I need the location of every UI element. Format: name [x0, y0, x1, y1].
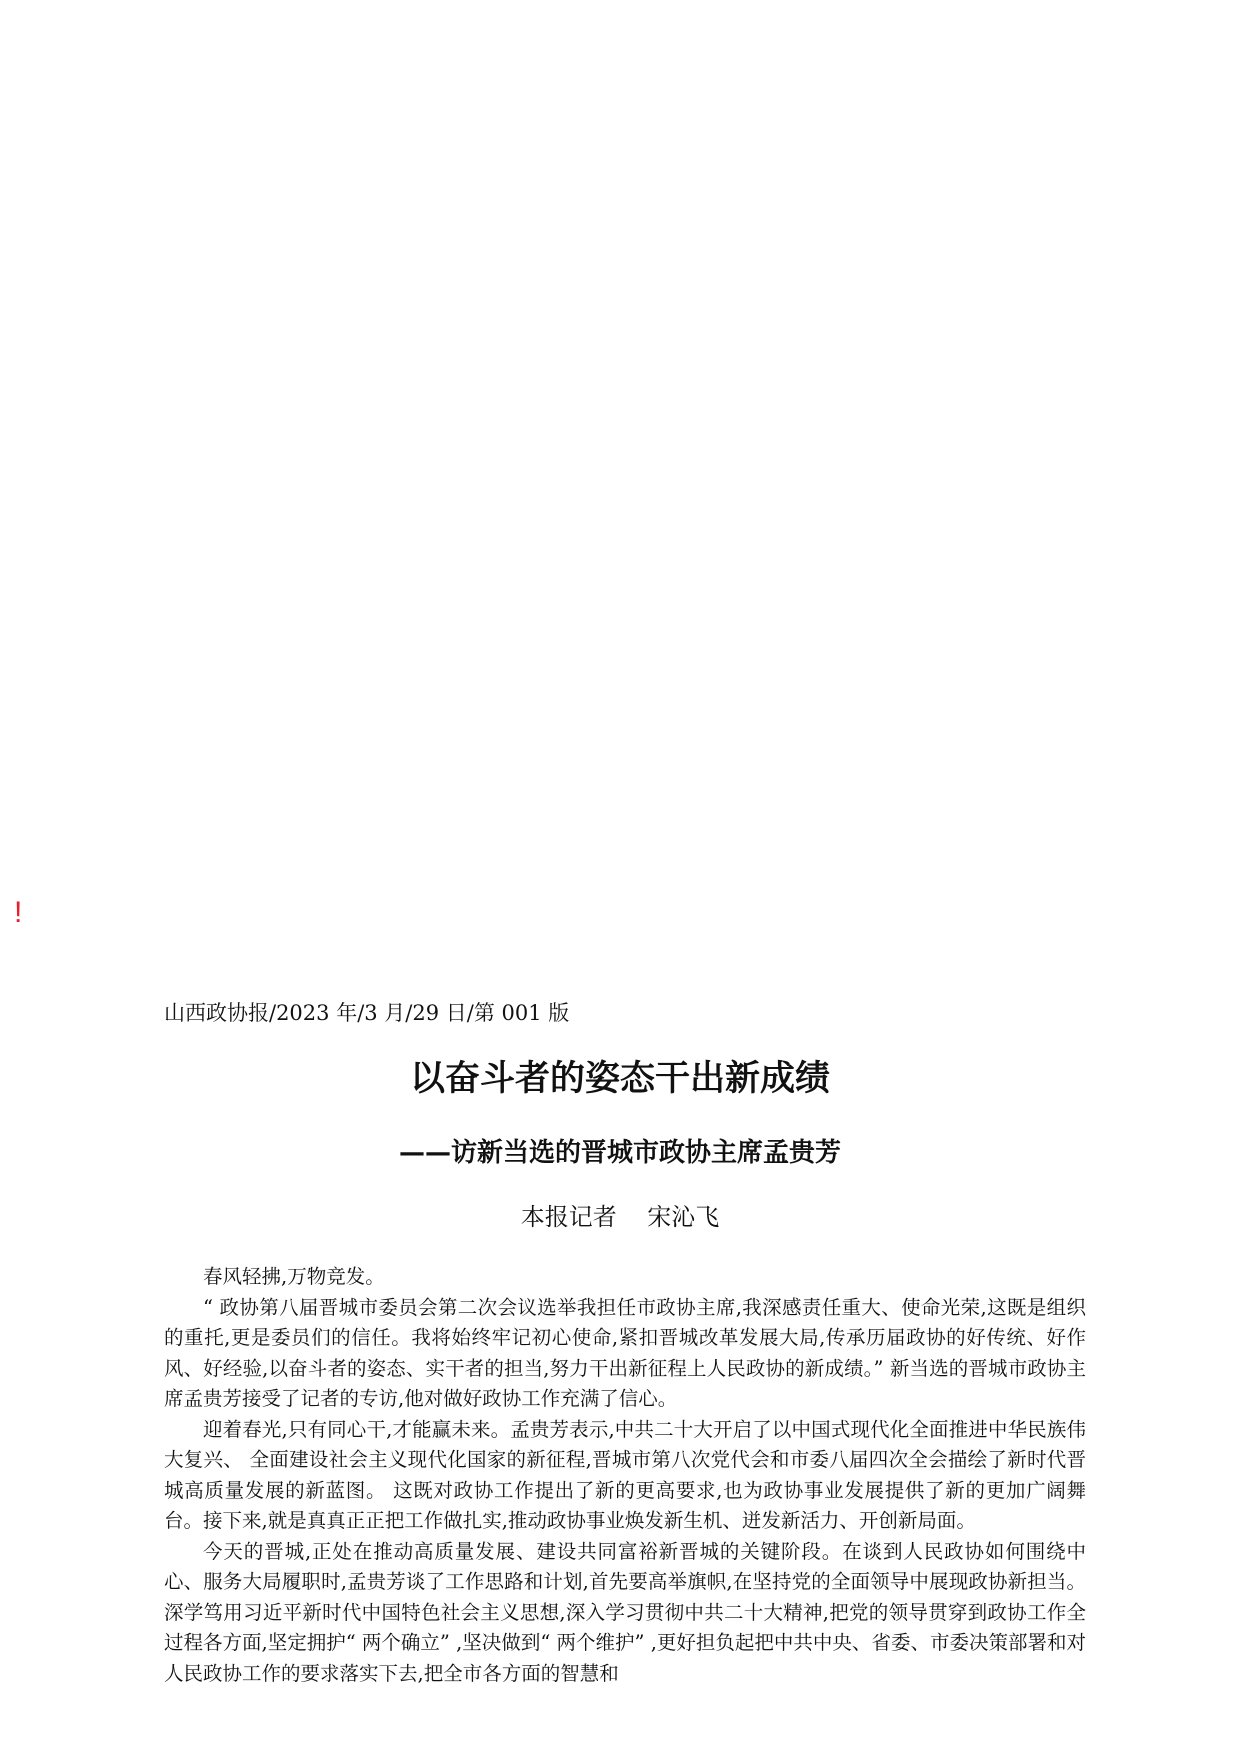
byline: 本报记者 宋沁飞 [520, 1203, 720, 1231]
paragraph: 今天的晋城,正处在推动高质量发展、建设共同富裕新晋城的关键阶段。在谈到人民政协如何围绕中心、服务大局履职时,孟贵芳谈了工作思路和计划,首先要高举旗帜,在坚持党的全面领导中展现政协新担当。深学笃用习近平新时代中国特色社会主义思想,深入学习贯彻中共二十大精神,把党的领导贯穿到政协工作全过程各方面,坚定拥护“ 两个确立” ,坚决做到“ 两个维护” ,更好担负起把中共中央、省委、市委决策部署和对人民政协工作的要求落实下去,把全市各方面的智慧和 [164, 1539, 1086, 1685]
alert-mark: ! [14, 896, 23, 929]
paragraph: “ 政协第八届晋城市委员会第二次会议选举我担任市政协主席,我深感责任重大、使命光荣,这既是组织的重托,更是委员们的信任。我将始终牢记初心使命,紧扣晋城改革发展大局,传承历届政协的好传统、好作风、好经验,以奋斗者的姿态、实干者的担当,努力干出新征程上人民政协的新成绩。” 新当选的晋城市政协主席孟贵芳接受了记者的专访,他对做好政协工作充满了信心。 [164, 1295, 1086, 1410]
article-body [164, 1262, 1086, 1689]
paragraph: 迎着春光,只有同心干,才能赢未来。孟贵芳表示,中共二十大开启了以中国式现代化全面推进中华民族伟大复兴、 全面建设社会主义现代化国家的新征程,晋城市第八次党代会和市委八届四次全会描绘了新时代晋城高质量发展的新蓝图。 这既对政协工作提出了新的更高要求,也为政协事业发展提供了新的更加广阔舞台。接下来,就是真真正正把工作做扎实,推动政协事业焕发新生机、迸发新活力、开创新局面。 [164, 1417, 1086, 1532]
article-subtitle: ——访新当选的晋城市政协主席孟贵芳 [398, 1138, 841, 1168]
article-title: 以奋斗者的姿态干出新成绩 [409, 1059, 830, 1099]
paragraph: 春风轻拂,万物竞发。 [203, 1265, 385, 1288]
source-line: 山西政协报/2023 年/3 月/29 日/第 001 版 [164, 1001, 570, 1025]
